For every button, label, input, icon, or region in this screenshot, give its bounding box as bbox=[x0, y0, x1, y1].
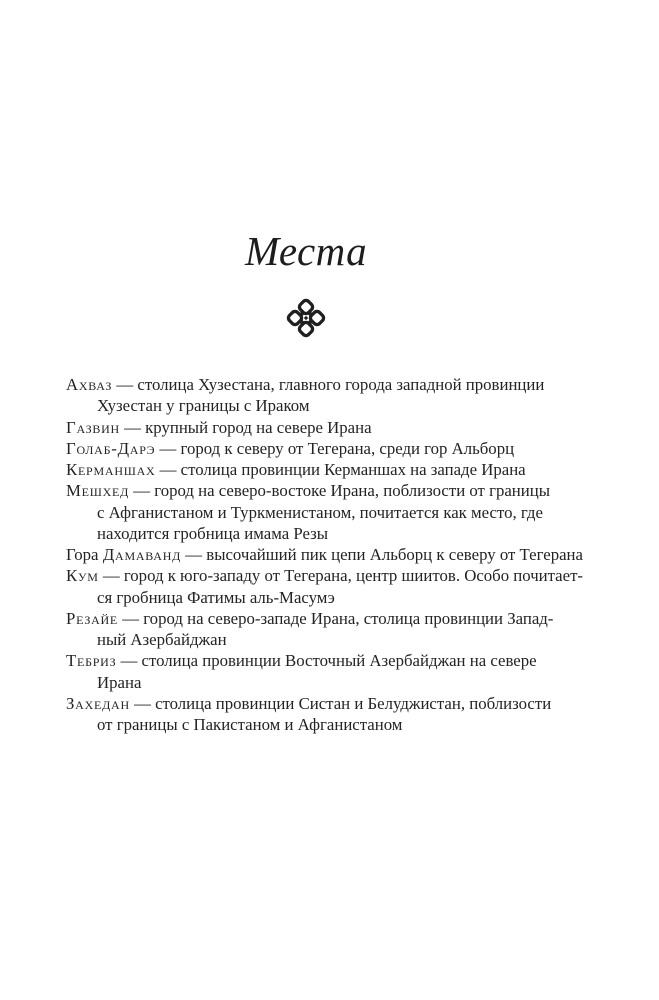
glossary-entry bbox=[66, 438, 611, 459]
place-name: Резайе bbox=[66, 608, 119, 628]
glossary-entry bbox=[66, 417, 611, 438]
place-definition: — столица провинции Восточный Азербайджан на севере bbox=[120, 651, 537, 671]
place-name: Тебриз bbox=[66, 651, 117, 671]
place-name-prefix: Гора bbox=[66, 545, 99, 564]
definition-continuation-line: находится гробница имама Резы bbox=[97, 523, 329, 543]
place-definition: — город на северо-западе Ирана, столица провинции Запад- bbox=[122, 608, 554, 628]
glossary-entry bbox=[66, 544, 611, 565]
glossary-entry bbox=[66, 374, 611, 417]
place-definition: — столица провинции Систан и Белуджистан, поблизости bbox=[134, 693, 552, 713]
place-name: Ахваз bbox=[66, 375, 113, 394]
place-definition: — город на северо-востоке Ирана, поблизости от границы bbox=[133, 481, 551, 501]
glossary-entry bbox=[66, 693, 611, 736]
place-definition: — город к северу от Тегерана, среди гор Альборц bbox=[159, 438, 515, 458]
definition-continuation-line: Ирана bbox=[97, 672, 142, 692]
place-name: Голаб-Дарэ bbox=[66, 438, 156, 458]
place-definition: — столица провинции Керманшах на западе Ирана bbox=[159, 460, 526, 479]
knot-fleuron-icon bbox=[284, 296, 328, 340]
definition-continuation-line: ный Азербайджан bbox=[97, 630, 227, 649]
place-name: Кум bbox=[66, 566, 99, 586]
definition-continuation-line: от границы с Пакистаном и Афганистаном bbox=[97, 715, 403, 734]
glossary-entry bbox=[66, 650, 611, 693]
glossary-entry bbox=[66, 565, 611, 608]
place-name: Захедан bbox=[66, 693, 130, 713]
definition-continuation-line: Хузестан у границы с Ираком bbox=[97, 396, 310, 416]
place-definition: — крупный город на севере Ирана bbox=[124, 417, 372, 437]
place-name: Керманшах bbox=[66, 460, 156, 479]
glossary-list bbox=[66, 374, 611, 735]
glossary-entry bbox=[66, 480, 611, 544]
place-name: Мешхед bbox=[66, 481, 130, 501]
place-name: Газвин bbox=[66, 417, 120, 437]
place-definition: — город к юго-западу от Тегерана, центр шиитов. Особо почитает- bbox=[102, 566, 584, 586]
place-definition: — столица Хузестана, главного города западной провинции bbox=[116, 375, 545, 394]
glossary-entry bbox=[66, 459, 611, 480]
place-name: Дамаванд bbox=[102, 545, 182, 564]
chapter-title: Места bbox=[244, 228, 368, 274]
place-definition: — высочайший пик цепи Альборц к северу от Тегерана bbox=[185, 545, 583, 564]
definition-continuation-line: с Афганистаном и Туркменистаном, почитается как место, где bbox=[97, 502, 543, 522]
glossary-entry bbox=[66, 608, 611, 651]
definition-continuation-line: ся гробница Фатимы аль-Масумэ bbox=[97, 587, 335, 607]
